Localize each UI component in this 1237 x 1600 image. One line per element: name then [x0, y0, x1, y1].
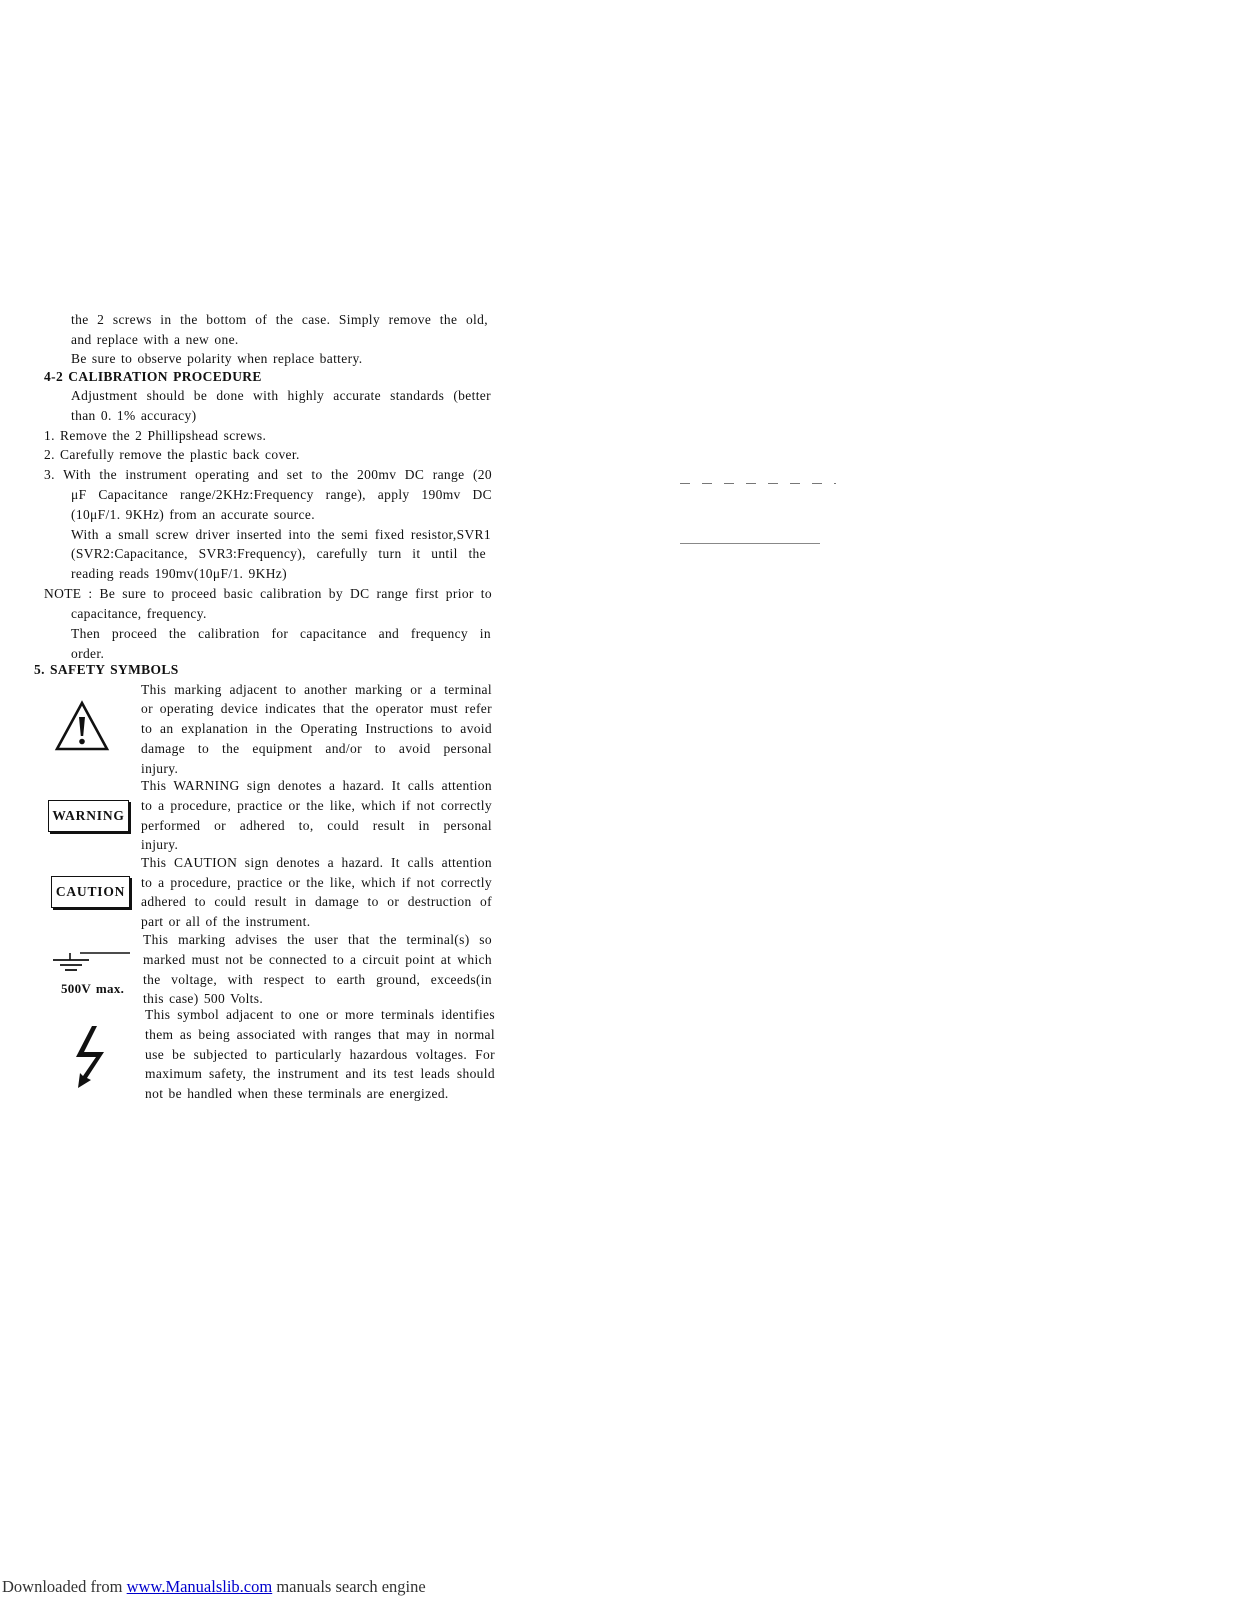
caution-label-box: CAUTION: [51, 876, 130, 908]
scan-artifact-dashes: [680, 483, 836, 484]
safety-item-1-line-1: This marking adjacent to another marking or a terminal: [141, 682, 492, 697]
safety-item-4-line-2: marked must not be connected to a circuit point at which: [143, 952, 492, 967]
ground-voltage-label: 500V max.: [61, 981, 125, 996]
safety-item-3-line-3: adhered to could result in damage to or destruction of: [141, 894, 492, 909]
safety-item-4-line-1: This marking advises the user that the terminal(s) so: [143, 932, 492, 947]
safety-item-1-line-4: damage to the equipment and/or to avoid personal: [141, 741, 492, 756]
step-3-line-4: With a small screw driver inserted into the semi fixed resistor,SVR1: [71, 527, 491, 542]
safety-item-1-line-5: injury.: [141, 761, 179, 776]
step-3-line-5: (SVR2:Capacitance, SVR3:Frequency), carefully turn it until the: [71, 546, 486, 561]
footer-prefix: Downloaded from: [2, 1577, 127, 1596]
note-line-4: order.: [71, 646, 105, 661]
battery-line-1: the 2 screws in the bottom of the case. Simply remove the old,: [71, 312, 488, 327]
calibration-heading: 4-2 CALIBRATION PROCEDURE: [44, 369, 262, 384]
step-3-line-6: reading reads 190mv(10μF/1. 9KHz): [71, 566, 287, 581]
safety-item-1-line-3: to an explanation in the Operating Instructions to avoid: [141, 721, 492, 736]
calibration-intro-1: Adjustment should be done with highly accurate standards (better: [71, 388, 491, 403]
download-footer: [2, 1577, 426, 1597]
ground-icon: [50, 948, 132, 974]
safety-item-5-line-1: This symbol adjacent to one or more terminals identifies: [145, 1007, 495, 1022]
safety-item-2-line-3: performed or adhered to, could result in personal: [141, 818, 492, 833]
note-line-1: NOTE : Be sure to proceed basic calibration by DC range first prior to: [44, 586, 492, 601]
note-line-3: Then proceed the calibration for capacitance and frequency in: [71, 626, 491, 641]
note-line-2: capacitance, frequency.: [71, 606, 207, 621]
safety-item-5-line-3: use be subjected to particularly hazardous voltages. For: [145, 1047, 495, 1062]
safety-item-3-line-2: to a procedure, practice or the like, which if not correctly: [141, 875, 492, 890]
battery-line-3: Be sure to observe polarity when replace battery.: [71, 351, 363, 366]
safety-item-3-line-4: part or all of the instrument.: [141, 914, 311, 929]
warning-triangle-icon: [54, 700, 110, 752]
calibration-intro-2: than 0. 1% accuracy): [71, 408, 197, 423]
battery-line-2: and replace with a new one.: [71, 332, 239, 347]
safety-heading: 5. SAFETY SYMBOLS: [34, 662, 179, 677]
step-3-line-2: μF Capacitance range/2KHz:Frequency range), apply 190mv DC: [71, 487, 492, 502]
warning-label-box: WARNING: [48, 800, 129, 832]
safety-item-5-line-2: them as being associated with ranges that may in normal: [145, 1027, 495, 1042]
safety-item-2-line-4: injury.: [141, 837, 179, 852]
safety-item-4-line-3: the voltage, with respect to earth ground, exceeds(in: [143, 972, 492, 987]
footer-suffix: manuals search engine: [272, 1577, 426, 1596]
step-1: 1. Remove the 2 Phillipshead screws.: [44, 428, 267, 443]
safety-item-3-line-1: This CAUTION sign denotes a hazard. It calls attention: [141, 855, 492, 870]
safety-item-5-line-4: maximum safety, the instrument and its test leads should: [145, 1066, 495, 1081]
manualslib-link[interactable]: www.Manualslib.com: [126, 1577, 273, 1596]
safety-item-2-line-2: to a procedure, practice or the like, which if not correctly: [141, 798, 492, 813]
step-3-line-3: (10μF/1. 9KHz) from an accurate source.: [71, 507, 315, 522]
step-3: 3. With the instrument operating and set to the 200mv DC range (20: [44, 467, 492, 482]
safety-item-4-line-4: this case) 500 Volts.: [143, 991, 264, 1006]
high-voltage-bolt-icon: [70, 1024, 114, 1090]
safety-item-1-line-2: or operating device indicates that the operator must refer: [141, 701, 492, 716]
step-2: 2. Carefully remove the plastic back cover.: [44, 447, 300, 462]
scan-artifact-rule: [680, 543, 820, 544]
safety-item-5-line-5: not be handled when these terminals are energized.: [145, 1086, 449, 1101]
safety-item-2-line-1: This WARNING sign denotes a hazard. It calls attention: [141, 778, 492, 793]
